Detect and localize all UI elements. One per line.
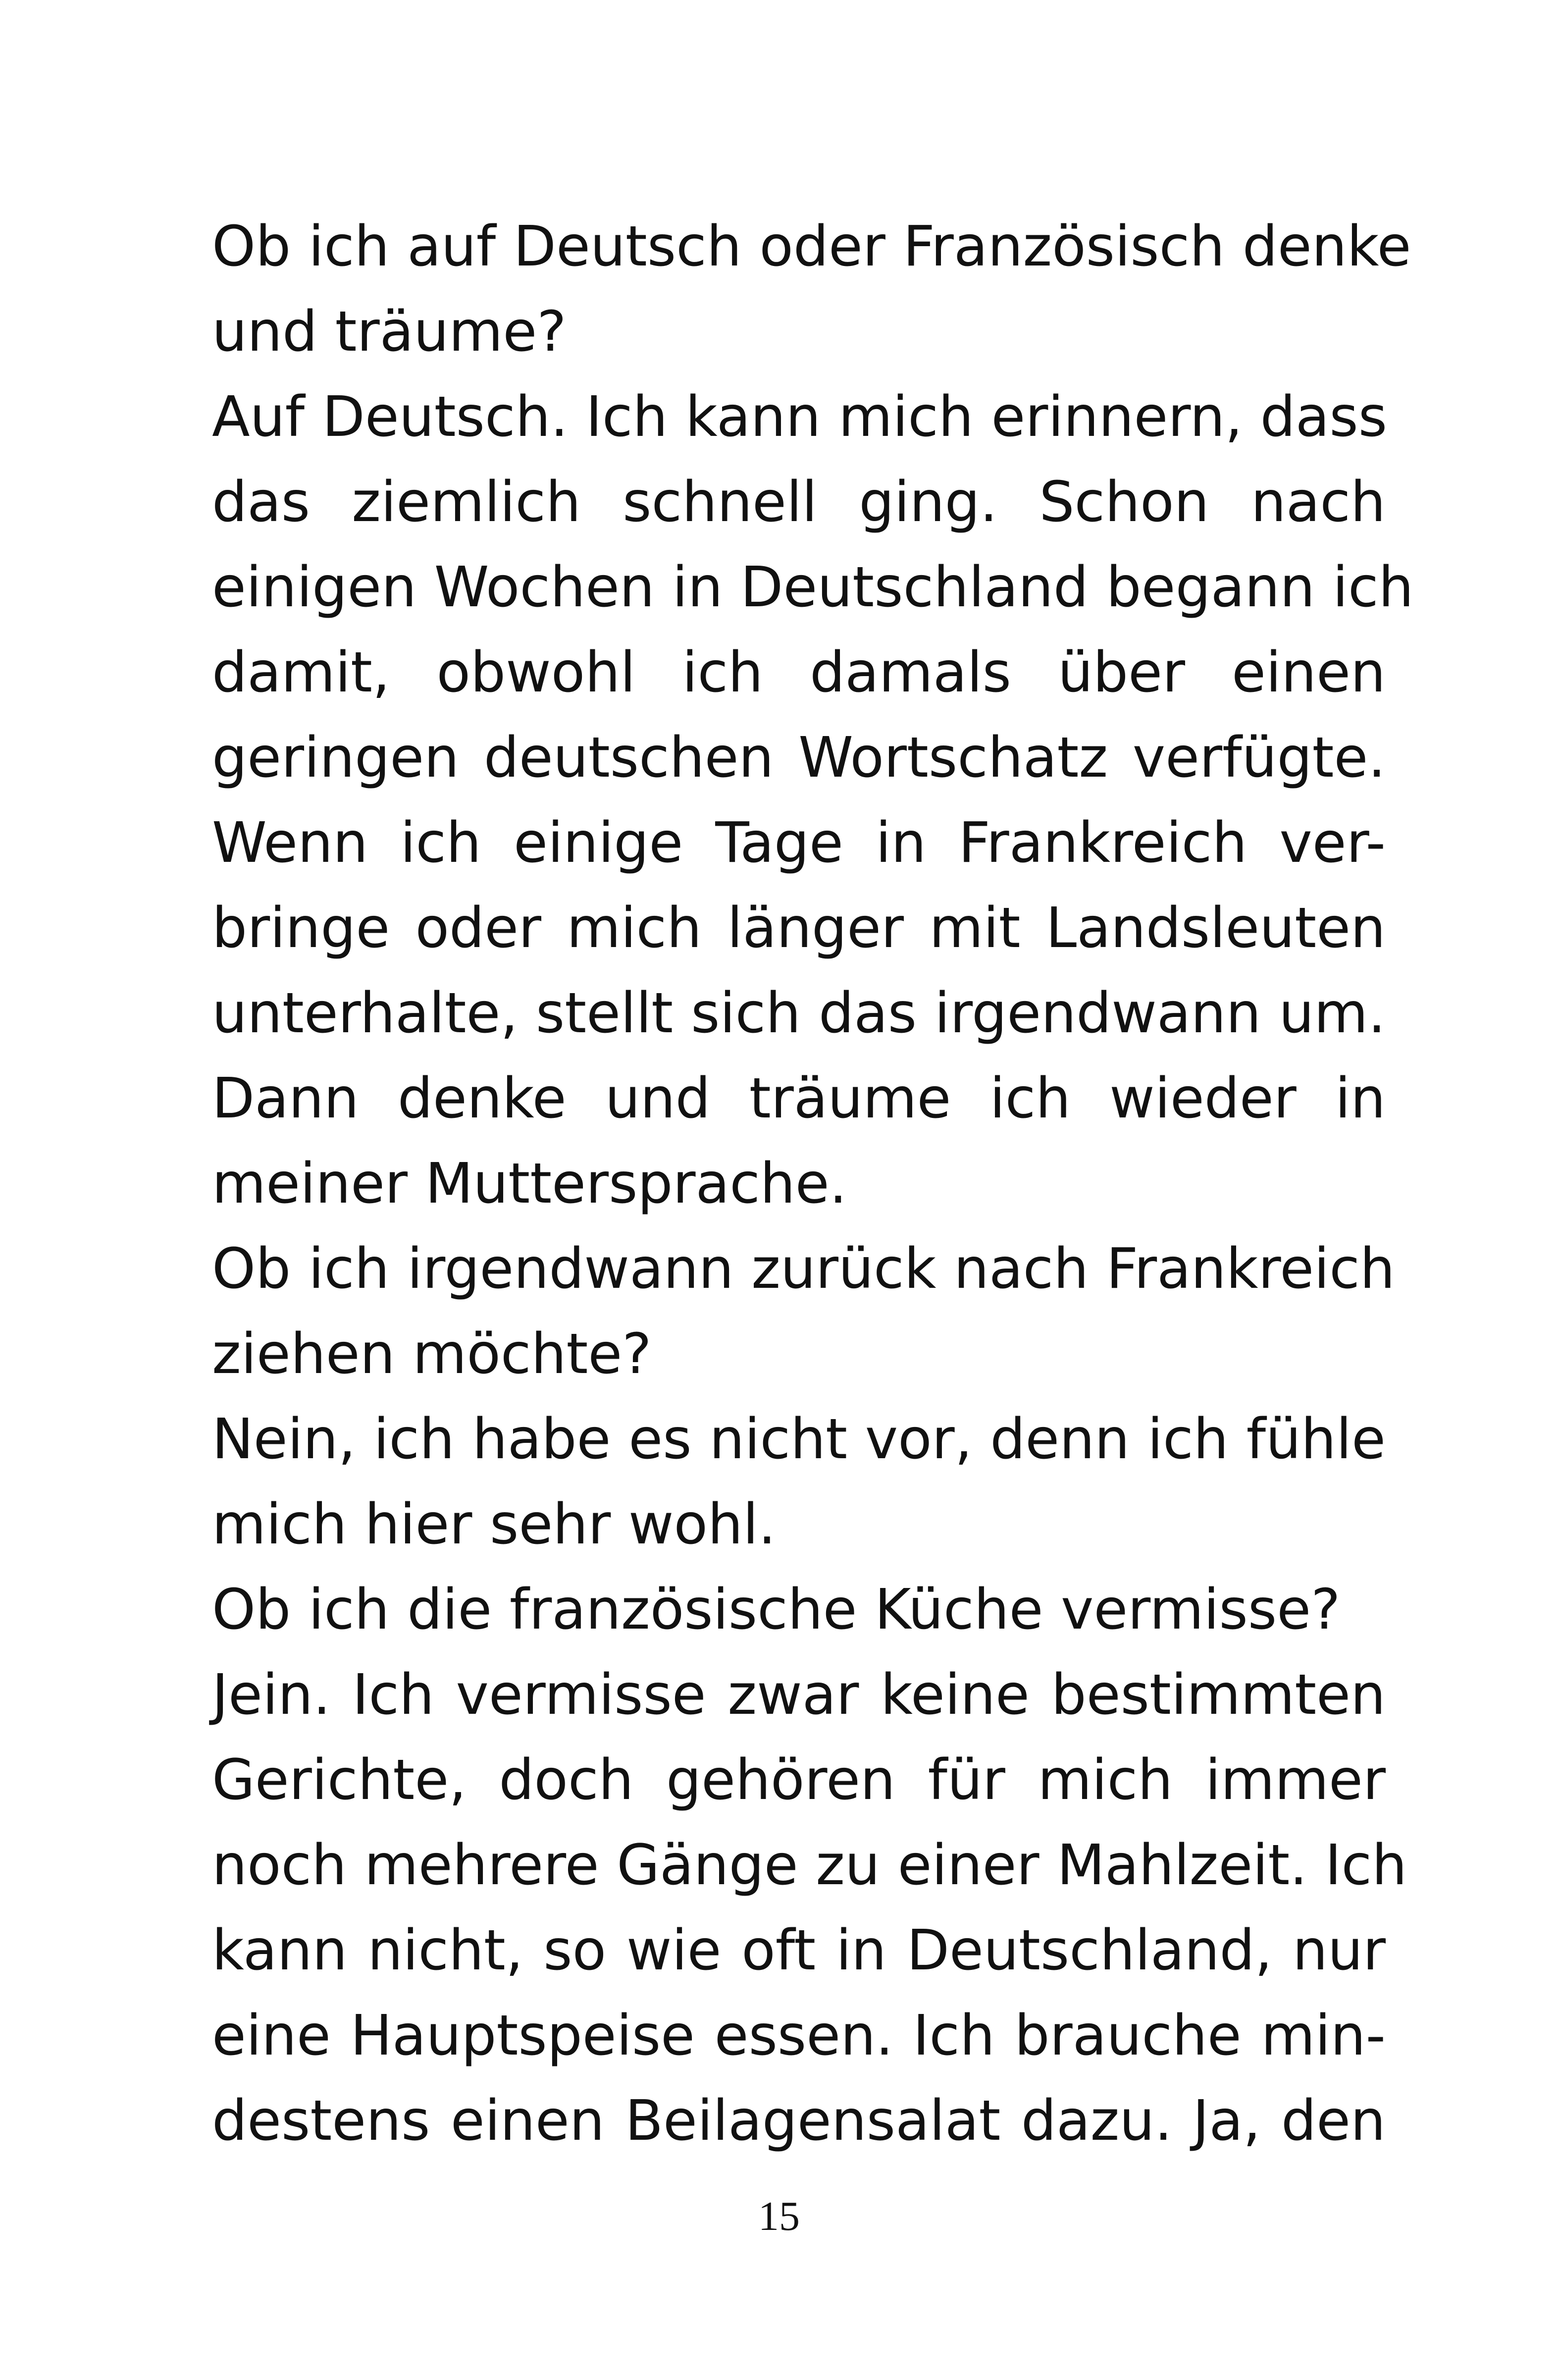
text-line: destens einen Beilagensalat dazu. Ja, den <box>212 2089 1386 2153</box>
text-line: und träume? <box>212 300 567 364</box>
text-line: geringen deutschen Wortschatz verfügte. <box>212 726 1386 790</box>
text-line: das ziemlich schnell ging. Schon nach <box>212 470 1386 534</box>
text-line: Wenn ich einige Tage in Frankreich ver- <box>212 811 1386 875</box>
text-line: Ob ich auf Deutsch oder Französisch denke <box>212 214 1411 279</box>
text-line: noch mehrere Gänge zu einer Mahlzeit. Ich <box>212 1833 1407 1898</box>
text-line: Dann denke und träume ich wieder in <box>212 1066 1386 1131</box>
text-line: ziehen möchte? <box>212 1322 652 1386</box>
text-line: meiner Muttersprache. <box>212 1152 847 1216</box>
text-line: Ob ich die französische Küche vermisse? <box>212 1578 1341 1642</box>
text-line: Auf Deutsch. Ich kann mich erinnern, dass <box>212 385 1388 449</box>
text-line: mich hier sehr wohl. <box>212 1492 776 1557</box>
text-line: Ob ich irgendwann zurück nach Frankreich <box>212 1237 1395 1301</box>
text-line: Jein. Ich vermisse zwar keine bestimmten <box>212 1663 1386 1727</box>
text-line: kann nicht, so wie oft in Deutschland, nur <box>212 1918 1386 1983</box>
text-line: damit, obwohl ich damals über einen <box>212 640 1386 705</box>
text-line: Gerichte, doch gehören für mich immer <box>212 1748 1386 1812</box>
page-number: 15 <box>758 2193 800 2239</box>
text-line: bringe oder mich länger mit Landsleuten <box>212 896 1386 960</box>
text-line: Nein, ich habe es nicht vor, denn ich fühle <box>212 1407 1386 1472</box>
text-line: unterhalte, stellt sich das irgendwann um. <box>212 981 1386 1046</box>
text-line: einigen Wochen in Deutschland begann ich <box>212 555 1414 620</box>
text-line: eine Hauptspeise essen. Ich brauche min- <box>212 2004 1386 2068</box>
